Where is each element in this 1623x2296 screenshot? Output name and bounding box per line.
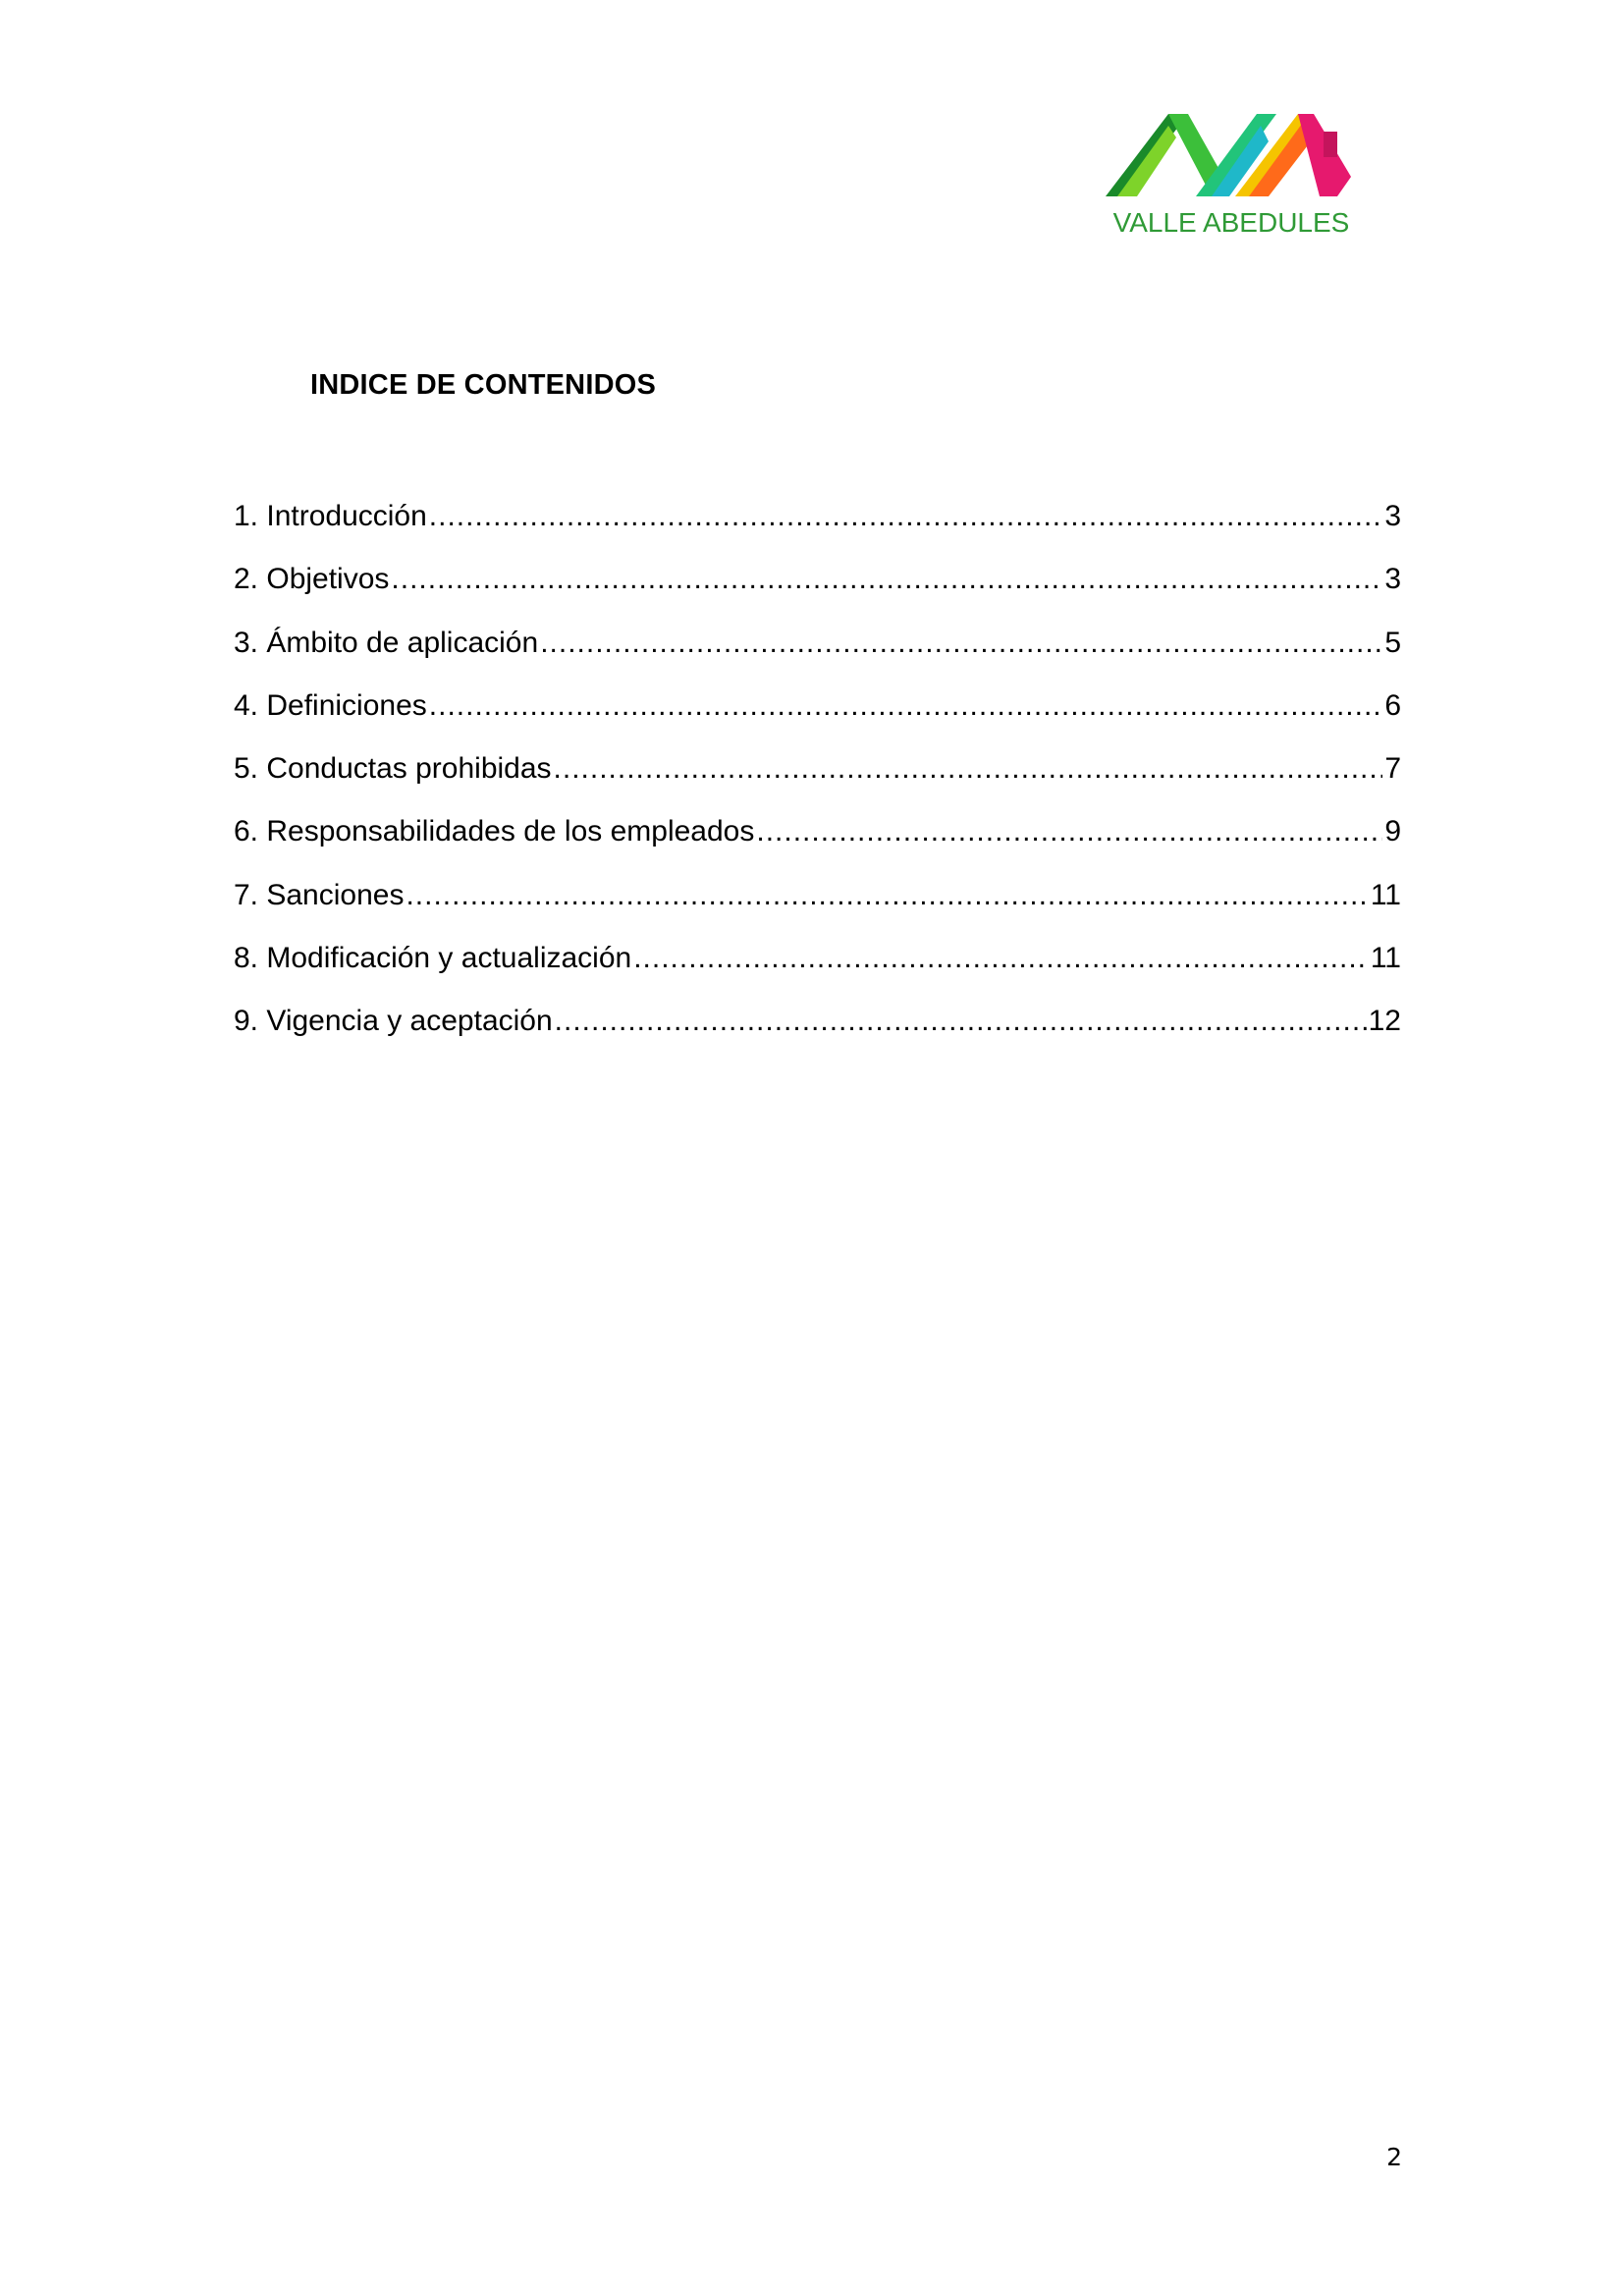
toc-entry-label: 4. Definiciones: [234, 688, 427, 722]
company-logo: [1066, 102, 1396, 240]
toc-entry[interactable]: [234, 864, 1401, 927]
toc-list: [234, 485, 1401, 1054]
toc-entry[interactable]: [234, 612, 1401, 675]
toc-entry[interactable]: [234, 800, 1401, 863]
toc-entry-page: 7: [1384, 752, 1401, 786]
toc-leader-dots: [429, 485, 1383, 548]
toc-entry-label: 3. Ámbito de aplicación: [234, 626, 539, 659]
toc-entry[interactable]: [234, 927, 1401, 990]
toc-entry-label: 6. Responsabilidades de los empleados: [234, 815, 755, 848]
toc-leader-dots: [391, 548, 1382, 611]
toc-leader-dots: [554, 738, 1383, 800]
toc-entry[interactable]: [234, 485, 1401, 548]
toc-entry-label: 5. Conductas prohibidas: [234, 752, 552, 786]
logo-chimney-shape: [1324, 132, 1337, 157]
toc-entry[interactable]: [234, 738, 1401, 800]
toc-entry-label: 8. Modificación y actualización: [234, 942, 632, 975]
toc-entry-page: 9: [1384, 815, 1401, 848]
toc-leader-dots: [756, 800, 1382, 863]
toc-entry-page: 11: [1370, 878, 1401, 911]
toc-entry-page: 3: [1384, 563, 1401, 596]
toc-leader-dots: [406, 864, 1368, 927]
toc-title: INDICE DE CONTENIDOS: [310, 369, 657, 401]
toc-entry-page: 5: [1384, 626, 1401, 659]
toc-entry-page: 12: [1368, 1005, 1401, 1038]
toc-entry[interactable]: [234, 990, 1401, 1053]
logo-green-light-shape: [1117, 126, 1176, 196]
toc-entry-label: 1. Introducción: [234, 500, 427, 532]
toc-entry[interactable]: [234, 675, 1401, 738]
toc-entry-page: 6: [1384, 688, 1401, 722]
toc-leader-dots: [633, 927, 1369, 990]
logo-text: VALLE ABEDULES: [1112, 207, 1350, 238]
toc-leader-dots: [555, 990, 1367, 1053]
toc-entry-label: 9. Vigencia y aceptación: [234, 1005, 553, 1038]
toc-entry[interactable]: [234, 548, 1401, 611]
toc-leader-dots: [540, 612, 1382, 675]
toc-entry-label: 7. Sanciones: [234, 878, 405, 911]
toc-entry-page: 11: [1370, 942, 1401, 975]
toc-entry-label: 2. Objetivos: [234, 563, 390, 596]
valle-abedules-logo-icon: [1066, 102, 1396, 240]
toc-entry-page: 3: [1384, 500, 1401, 532]
page-number: 2: [1386, 2143, 1402, 2171]
toc-leader-dots: [429, 675, 1383, 738]
